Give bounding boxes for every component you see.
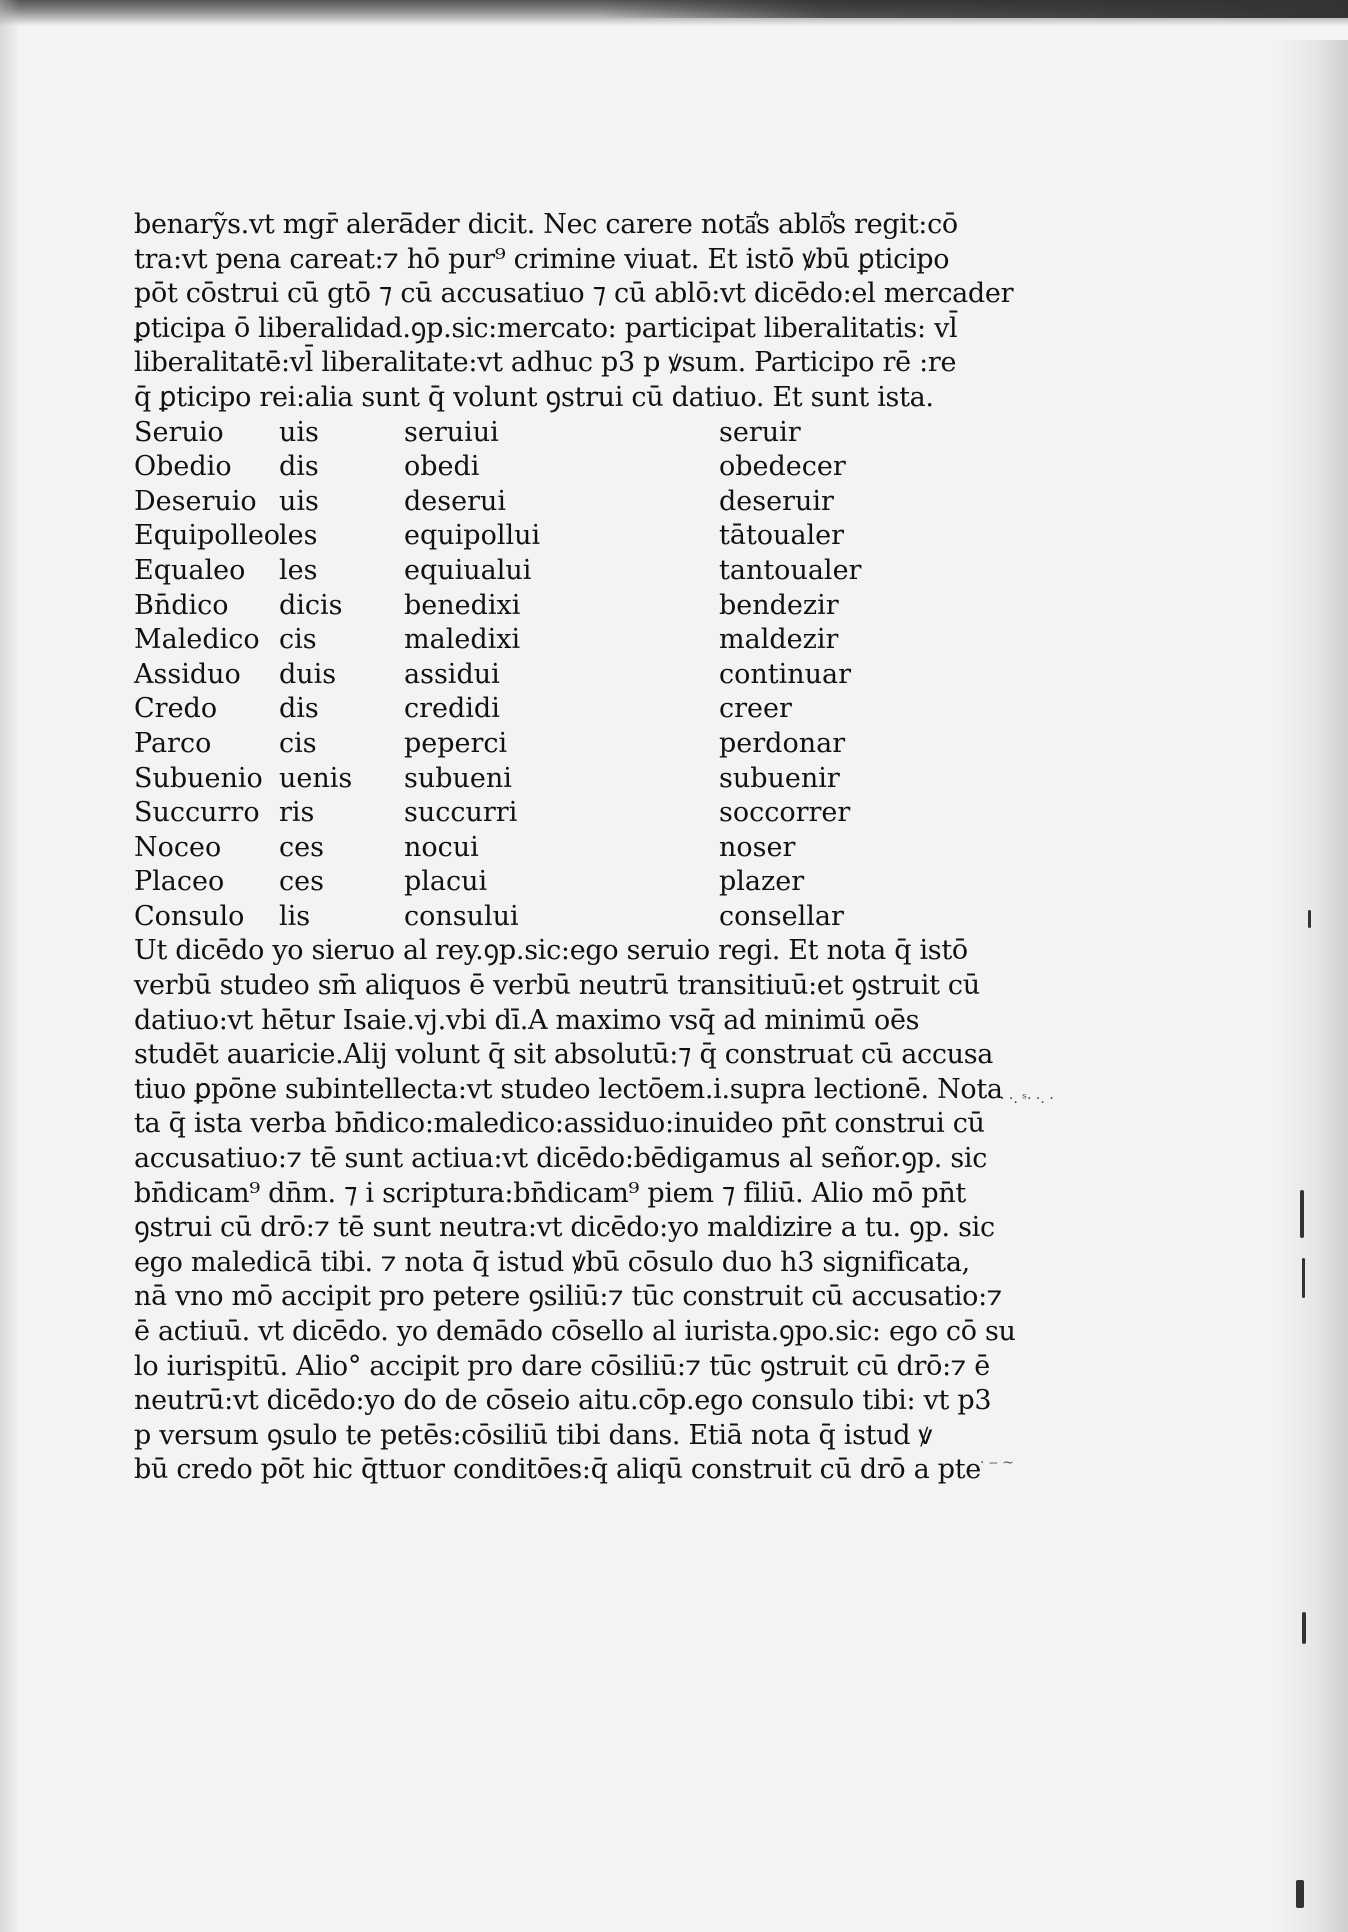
text-line: benarỹs.vt mgr̄ alerā̄der dicit. Nec carere notā͛s ablō͛s regit:cō [134, 209, 958, 240]
table-row [134, 623, 964, 658]
scan-left-shade [0, 0, 20, 1932]
verb-ending: dis [279, 451, 319, 483]
edge-mark [1308, 910, 1311, 928]
verb-ending: ris [279, 797, 315, 829]
verb-ending: dicis [279, 589, 343, 621]
text-line: neutrū:vt dicēdo:yo do de cōseio aitu.cōp.ego consulo tibi: vt p3 [134, 1385, 992, 1417]
verb-ending: uenis [279, 762, 353, 794]
verb-translation: seruir [719, 416, 801, 448]
table-row [134, 519, 964, 554]
verb-translation: deseruir [719, 485, 834, 517]
verb-ending: lis [279, 900, 311, 932]
text-line: liberalitatē:vl̄ liberalitate:vt adhuc p3 p ꝟsum. Participo rē :re [134, 347, 957, 379]
table-row [134, 796, 964, 831]
verb-translation: bendezir [719, 589, 839, 621]
verb-translation: tātoualer [719, 520, 845, 552]
verb-perfect: consului [404, 900, 519, 932]
verb-ending: dis [279, 693, 319, 725]
scan-right-fold [1278, 40, 1348, 1932]
verb-ending: ces [279, 831, 324, 863]
verb-present: Succurro [134, 797, 260, 829]
verb-translation: consellar [719, 900, 844, 932]
verb-translation: perdonar [719, 727, 846, 759]
text-line: tra:vt pena careat:⁊ hō pur⁹ crimine viuat. Et istō ꝟbū ꝑticipo [134, 243, 950, 275]
verb-ending: cis [279, 727, 317, 759]
text-line: p versum ꝯsulo te petēs:cōsiliū tibi dans. Etiā nota q̄ istud ꝟ [134, 1419, 932, 1451]
table-row [134, 900, 964, 935]
table-row [134, 831, 964, 866]
verb-present: Credo [134, 693, 218, 725]
table-row [134, 865, 964, 900]
verb-conjugation-table [134, 416, 964, 935]
text-line: Ut dicēdo yo sieruo al rey.ꝯp.sic:ego seruio regi. Et nota q̄ istō [134, 935, 968, 967]
edge-mark [1302, 1258, 1305, 1298]
text-line: bū credo pōt hic q̄ttuor conditōes:q̄ aliqū construit cū drō a pte [134, 1454, 981, 1486]
verb-translation: maldezir [719, 624, 839, 656]
verb-present: Parco [134, 727, 212, 759]
verb-perfect: deserui [404, 485, 507, 517]
text-line: accusatiuo:⁊ tē sunt actiua:vt dicēdo:bēdigamus al señor.ꝯp. sic [134, 1143, 988, 1175]
verb-ending: cis [279, 624, 317, 656]
margin-annotation: · ·. ˢ· ·. · [1000, 1091, 1054, 1107]
verb-present: Noceo [134, 831, 222, 863]
verb-present: Placeo [134, 866, 225, 898]
verb-translation: obedecer [719, 451, 846, 483]
verb-translation: subuenir [719, 762, 840, 794]
verb-ending: les [279, 554, 318, 586]
verb-ending: uis [279, 416, 319, 448]
text-line: verbū studeo sm̄ aliquos ē verbū neutrū transitiuū:et ꝯstruit cū [134, 970, 980, 1002]
text-line: datiuo:vt hētur Isaie.vj.vbi dī.A maximo vsq̄ ad minimū oēs [134, 1004, 920, 1036]
text-line: studēt auaricie.Alij volunt q̄ sit absolutū:⁊ q̄ construat cū accusa [134, 1039, 994, 1071]
verb-perfect: seruiui [404, 416, 499, 448]
text-line: ego maledicā tibi. ⁊ nota q̄ istud ꝟbū cōsulo duo h3 significata, [134, 1246, 970, 1278]
verb-present: Consulo [134, 900, 245, 932]
text-line: tiuo ꝑpōne subintellecta:vt studeo lectōem.i.supra lectionē. Nota [134, 1073, 1003, 1105]
verb-perfect: maledixi [404, 624, 521, 656]
verb-perfect: succurri [404, 797, 518, 829]
text-line: q̄ ꝑticipo rei:alia sunt q̄ volunt ꝯstrui cū datiuo. Et sunt ista. [134, 381, 934, 413]
verb-perfect: peperci [404, 727, 508, 759]
verb-translation: creer [719, 693, 792, 725]
table-row [134, 485, 964, 520]
verb-ending: les [279, 520, 318, 552]
edge-mark [1300, 1190, 1304, 1238]
prose-bottom [134, 934, 1016, 1488]
edge-mark [1302, 1612, 1306, 1644]
verb-translation: tantoualer [719, 554, 862, 586]
verb-perfect: equipollui [404, 520, 541, 552]
verb-perfect: equiualui [404, 554, 532, 586]
verb-present: Assiduo [134, 658, 241, 690]
text-line: lo iurispitū. Alio° accipit pro dare cōsiliū:⁊ tūc ꝯstruit cū drō:⁊ ē [134, 1350, 990, 1382]
verb-perfect: credidi [404, 693, 500, 725]
table-row [134, 658, 964, 693]
verb-translation: soccorrer [719, 797, 851, 829]
text-line: ꝯstrui cū drō:⁊ tē sunt neutra:vt dicēdo:yo maldizire a tu. ꝯp. sic [134, 1212, 995, 1244]
verb-translation: plazer [719, 866, 805, 898]
verb-ending: uis [279, 485, 319, 517]
verb-ending: ces [279, 866, 324, 898]
verb-present: Bn̄dico [134, 589, 229, 621]
prose-top [134, 208, 1014, 416]
verb-present: Equipolleo [134, 520, 281, 552]
table-row [134, 589, 964, 624]
verb-translation: noser [719, 831, 796, 863]
verb-perfect: subueni [404, 762, 512, 794]
margin-annotation: · ‒ ~ [980, 1455, 1014, 1471]
verb-perfect: nocui [404, 831, 479, 863]
verb-present: Deseruio [134, 485, 257, 517]
verb-translation: continuar [719, 658, 852, 690]
verb-present: Equaleo [134, 554, 246, 586]
table-row [134, 450, 964, 485]
table-row [134, 554, 964, 589]
edge-mark [1296, 1880, 1304, 1908]
verb-ending: duis [279, 658, 337, 690]
table-row [134, 762, 964, 797]
verb-present: Subuenio [134, 762, 263, 794]
table-row [134, 416, 964, 451]
scan-top-shadow [600, 0, 1348, 18]
verb-perfect: assidui [404, 658, 500, 690]
text-line: bn̄dicam⁹ dn̄m. ⁊ i scriptura:bn̄dicam⁹ piem ⁊ filiū. Alio mō pn̄t [134, 1177, 966, 1209]
verb-present: Seruio [134, 416, 224, 448]
text-line: ē actiuū. vt dicēdo. yo demādo cōsello al iurista.ꝯpo.sic: ego cō su [134, 1316, 1016, 1347]
verb-present: Maledico [134, 624, 260, 656]
verb-perfect: benedixi [404, 589, 521, 621]
page-text-block [134, 208, 1016, 1488]
table-row [134, 692, 964, 727]
verb-perfect: obedi [404, 451, 480, 483]
text-line: ta q̄ ista verba bn̄dico:maledico:assiduo:inuideo pn̄t construi cū [134, 1108, 985, 1140]
verb-perfect: placui [404, 866, 488, 898]
text-line: nā vno mō accipit pro petere ꝯsiliū:⁊ tūc construit cū accusatio:⁊ [134, 1281, 1003, 1313]
text-line: pōt cōstrui cū gtō ⁊ cū accusatiuo ⁊ cū ablō:vt dicēdo:el mercader [134, 278, 1014, 310]
verb-present: Obedio [134, 451, 232, 483]
table-row [134, 727, 964, 762]
text-line: ꝑticipa ō liberalidad.ꝯp.sic:mercato: participat liberalitatis: vl̄ [134, 312, 958, 344]
